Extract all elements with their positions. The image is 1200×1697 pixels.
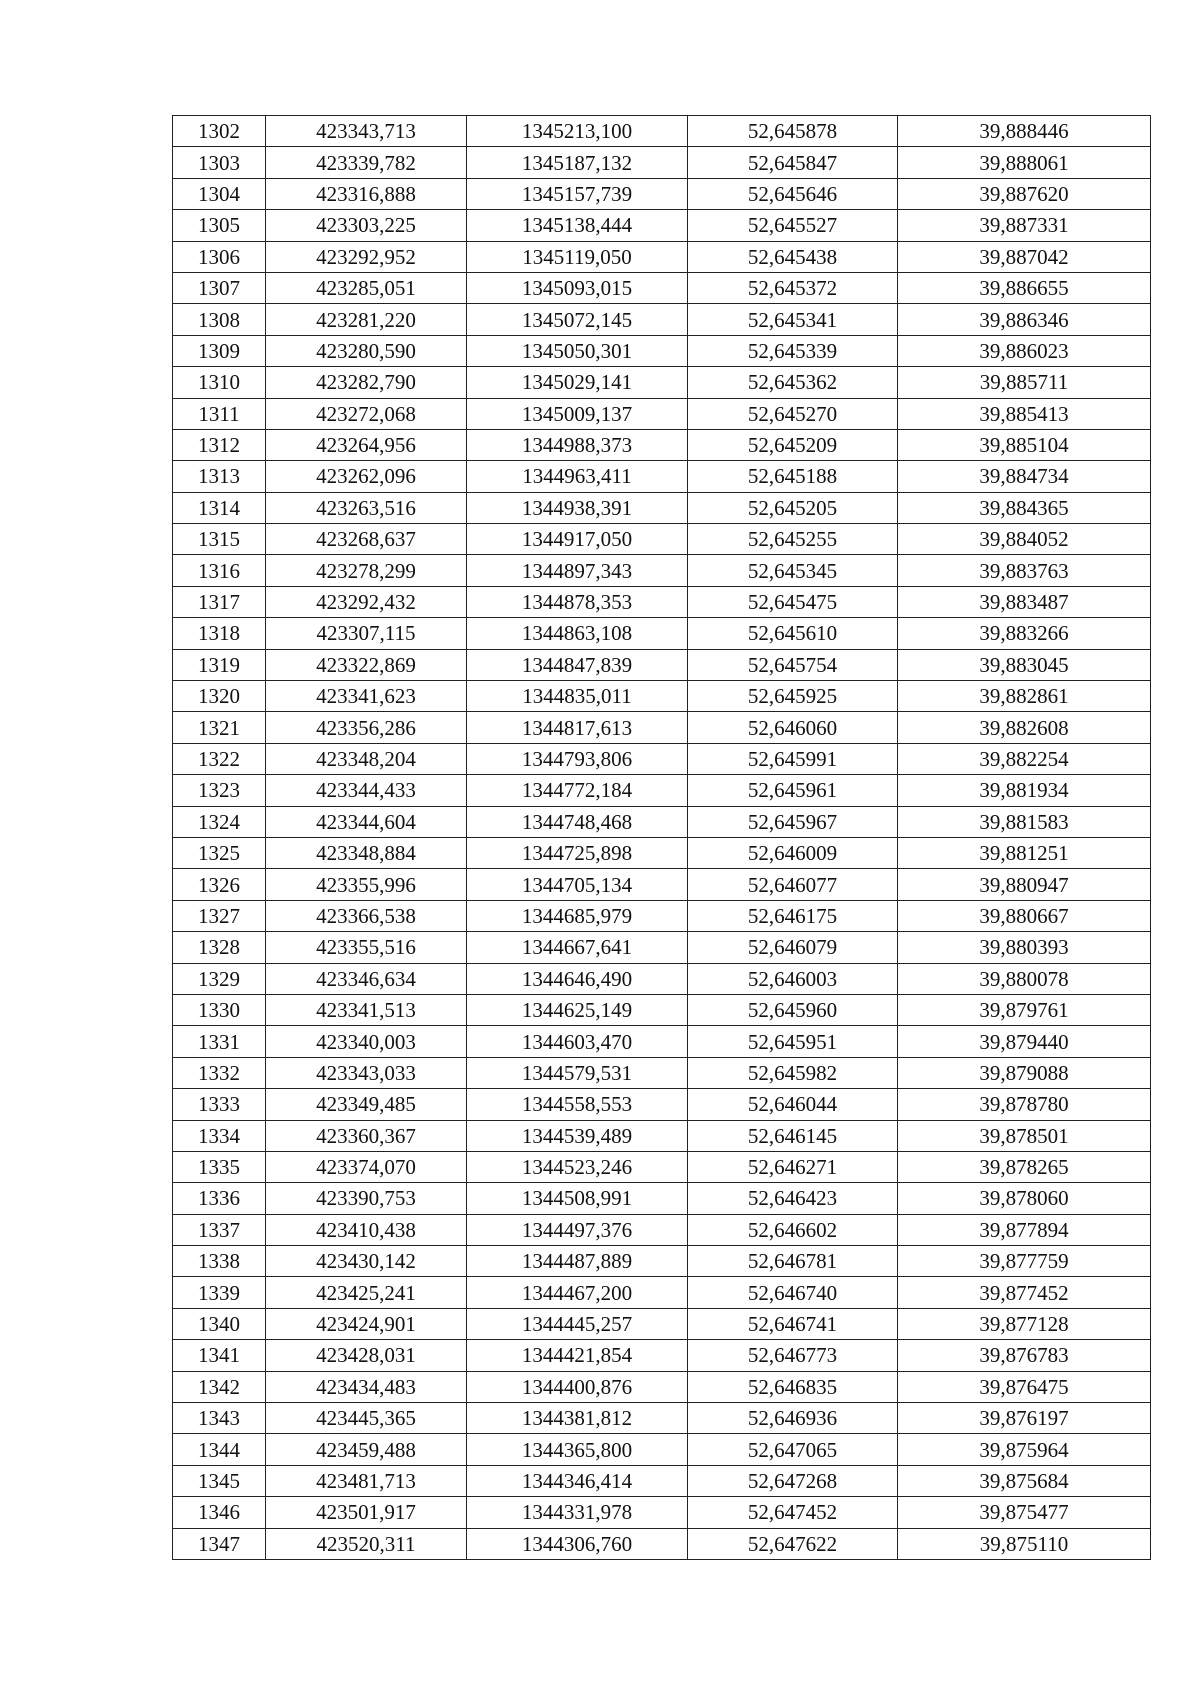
latitude-cell: 52,645925 (688, 681, 898, 712)
table-row (173, 241, 1151, 272)
y-coordinate-cell: 1344835,011 (467, 681, 688, 712)
y-coordinate-cell: 1344508,991 (467, 1183, 688, 1214)
latitude-cell: 52,645754 (688, 649, 898, 680)
point-number-cell: 1307 (173, 272, 266, 303)
point-number-cell: 1334 (173, 1120, 266, 1151)
table-row (173, 1089, 1151, 1120)
y-coordinate-cell: 1345009,137 (467, 398, 688, 429)
x-coordinate-cell: 423341,623 (266, 681, 467, 712)
latitude-cell: 52,646740 (688, 1277, 898, 1308)
latitude-cell: 52,645341 (688, 304, 898, 335)
y-coordinate-cell: 1344878,353 (467, 586, 688, 617)
latitude-cell: 52,646003 (688, 963, 898, 994)
y-coordinate-cell: 1344539,489 (467, 1120, 688, 1151)
table-row (173, 743, 1151, 774)
latitude-cell: 52,646175 (688, 900, 898, 931)
table-row (173, 1528, 1151, 1559)
x-coordinate-cell: 423340,003 (266, 1026, 467, 1057)
point-number-cell: 1347 (173, 1528, 266, 1559)
table-row (173, 210, 1151, 241)
x-coordinate-cell: 423360,367 (266, 1120, 467, 1151)
longitude-cell: 39,875964 (898, 1434, 1151, 1465)
longitude-cell: 39,880078 (898, 963, 1151, 994)
point-number-cell: 1343 (173, 1403, 266, 1434)
point-number-cell: 1338 (173, 1246, 266, 1277)
x-coordinate-cell: 423281,220 (266, 304, 467, 335)
x-coordinate-cell: 423410,438 (266, 1214, 467, 1245)
y-coordinate-cell: 1345157,739 (467, 178, 688, 209)
point-number-cell: 1313 (173, 461, 266, 492)
x-coordinate-cell: 423430,142 (266, 1246, 467, 1277)
table-row (173, 367, 1151, 398)
longitude-cell: 39,879088 (898, 1057, 1151, 1088)
longitude-cell: 39,877759 (898, 1246, 1151, 1277)
point-number-cell: 1311 (173, 398, 266, 429)
point-number-cell: 1344 (173, 1434, 266, 1465)
point-number-cell: 1326 (173, 869, 266, 900)
x-coordinate-cell: 423341,513 (266, 994, 467, 1025)
latitude-cell: 52,646602 (688, 1214, 898, 1245)
x-coordinate-cell: 423390,753 (266, 1183, 467, 1214)
table-row (173, 1497, 1151, 1528)
longitude-cell: 39,875684 (898, 1465, 1151, 1496)
point-number-cell: 1318 (173, 618, 266, 649)
y-coordinate-cell: 1344793,806 (467, 743, 688, 774)
latitude-cell: 52,647065 (688, 1434, 898, 1465)
point-number-cell: 1317 (173, 586, 266, 617)
longitude-cell: 39,878060 (898, 1183, 1151, 1214)
table-row (173, 492, 1151, 523)
point-number-cell: 1320 (173, 681, 266, 712)
latitude-cell: 52,646271 (688, 1151, 898, 1182)
latitude-cell: 52,646060 (688, 712, 898, 743)
x-coordinate-cell: 423501,917 (266, 1497, 467, 1528)
y-coordinate-cell: 1344558,553 (467, 1089, 688, 1120)
y-coordinate-cell: 1344963,411 (467, 461, 688, 492)
point-number-cell: 1339 (173, 1277, 266, 1308)
longitude-cell: 39,877128 (898, 1308, 1151, 1339)
latitude-cell: 52,647452 (688, 1497, 898, 1528)
x-coordinate-cell: 423459,488 (266, 1434, 467, 1465)
table-row (173, 586, 1151, 617)
x-coordinate-cell: 423425,241 (266, 1277, 467, 1308)
y-coordinate-cell: 1344625,149 (467, 994, 688, 1025)
table-row (173, 900, 1151, 931)
y-coordinate-cell: 1344523,246 (467, 1151, 688, 1182)
x-coordinate-cell: 423355,996 (266, 869, 467, 900)
table-row (173, 555, 1151, 586)
table-row (173, 712, 1151, 743)
table-row (173, 1340, 1151, 1371)
point-number-cell: 1328 (173, 932, 266, 963)
latitude-cell: 52,646145 (688, 1120, 898, 1151)
longitude-cell: 39,885104 (898, 429, 1151, 460)
x-coordinate-cell: 423445,365 (266, 1403, 467, 1434)
point-number-cell: 1340 (173, 1308, 266, 1339)
x-coordinate-cell: 423292,432 (266, 586, 467, 617)
y-coordinate-cell: 1344847,839 (467, 649, 688, 680)
table-row (173, 775, 1151, 806)
latitude-cell: 52,645362 (688, 367, 898, 398)
point-number-cell: 1322 (173, 743, 266, 774)
y-coordinate-cell: 1344705,134 (467, 869, 688, 900)
longitude-cell: 39,877452 (898, 1277, 1151, 1308)
latitude-cell: 52,647268 (688, 1465, 898, 1496)
x-coordinate-cell: 423316,888 (266, 178, 467, 209)
latitude-cell: 52,646741 (688, 1308, 898, 1339)
x-coordinate-cell: 423343,713 (266, 116, 467, 147)
longitude-cell: 39,884365 (898, 492, 1151, 523)
longitude-cell: 39,883763 (898, 555, 1151, 586)
x-coordinate-cell: 423355,516 (266, 932, 467, 963)
longitude-cell: 39,875110 (898, 1528, 1151, 1559)
x-coordinate-cell: 423366,538 (266, 900, 467, 931)
y-coordinate-cell: 1344817,613 (467, 712, 688, 743)
latitude-cell: 52,645205 (688, 492, 898, 523)
longitude-cell: 39,878780 (898, 1089, 1151, 1120)
x-coordinate-cell: 423285,051 (266, 272, 467, 303)
longitude-cell: 39,879440 (898, 1026, 1151, 1057)
table-row (173, 1183, 1151, 1214)
table-row (173, 1403, 1151, 1434)
y-coordinate-cell: 1344381,812 (467, 1403, 688, 1434)
point-number-cell: 1302 (173, 116, 266, 147)
x-coordinate-cell: 423339,782 (266, 147, 467, 178)
table-row (173, 649, 1151, 680)
x-coordinate-cell: 423348,204 (266, 743, 467, 774)
longitude-cell: 39,877894 (898, 1214, 1151, 1245)
point-number-cell: 1330 (173, 994, 266, 1025)
table-row (173, 963, 1151, 994)
latitude-cell: 52,647622 (688, 1528, 898, 1559)
longitude-cell: 39,887620 (898, 178, 1151, 209)
point-number-cell: 1312 (173, 429, 266, 460)
x-coordinate-cell: 423356,286 (266, 712, 467, 743)
table-row (173, 994, 1151, 1025)
point-number-cell: 1316 (173, 555, 266, 586)
point-number-cell: 1336 (173, 1183, 266, 1214)
longitude-cell: 39,880667 (898, 900, 1151, 931)
latitude-cell: 52,645610 (688, 618, 898, 649)
x-coordinate-cell: 423278,299 (266, 555, 467, 586)
y-coordinate-cell: 1344725,898 (467, 837, 688, 868)
y-coordinate-cell: 1344685,979 (467, 900, 688, 931)
longitude-cell: 39,883266 (898, 618, 1151, 649)
table-row (173, 116, 1151, 147)
point-number-cell: 1324 (173, 806, 266, 837)
longitude-cell: 39,878265 (898, 1151, 1151, 1182)
latitude-cell: 52,645438 (688, 241, 898, 272)
longitude-cell: 39,883045 (898, 649, 1151, 680)
point-number-cell: 1305 (173, 210, 266, 241)
point-number-cell: 1315 (173, 524, 266, 555)
y-coordinate-cell: 1344487,889 (467, 1246, 688, 1277)
longitude-cell: 39,876197 (898, 1403, 1151, 1434)
table-row (173, 681, 1151, 712)
latitude-cell: 52,645960 (688, 994, 898, 1025)
longitude-cell: 39,886023 (898, 335, 1151, 366)
coordinates-table-body (173, 116, 1151, 1560)
latitude-cell: 52,645961 (688, 775, 898, 806)
y-coordinate-cell: 1344497,376 (467, 1214, 688, 1245)
latitude-cell: 52,646079 (688, 932, 898, 963)
x-coordinate-cell: 423349,485 (266, 1089, 467, 1120)
y-coordinate-cell: 1344603,470 (467, 1026, 688, 1057)
y-coordinate-cell: 1345213,100 (467, 116, 688, 147)
y-coordinate-cell: 1344748,468 (467, 806, 688, 837)
y-coordinate-cell: 1345050,301 (467, 335, 688, 366)
table-row (173, 1277, 1151, 1308)
point-number-cell: 1308 (173, 304, 266, 335)
table-row (173, 1026, 1151, 1057)
table-row (173, 304, 1151, 335)
point-number-cell: 1325 (173, 837, 266, 868)
latitude-cell: 52,645878 (688, 116, 898, 147)
latitude-cell: 52,646009 (688, 837, 898, 868)
table-row (173, 272, 1151, 303)
point-number-cell: 1331 (173, 1026, 266, 1057)
point-number-cell: 1341 (173, 1340, 266, 1371)
point-number-cell: 1346 (173, 1497, 266, 1528)
longitude-cell: 39,883487 (898, 586, 1151, 617)
x-coordinate-cell: 423346,634 (266, 963, 467, 994)
longitude-cell: 39,884052 (898, 524, 1151, 555)
x-coordinate-cell: 423343,033 (266, 1057, 467, 1088)
latitude-cell: 52,645847 (688, 147, 898, 178)
latitude-cell: 52,645967 (688, 806, 898, 837)
point-number-cell: 1345 (173, 1465, 266, 1496)
latitude-cell: 52,646423 (688, 1183, 898, 1214)
latitude-cell: 52,645255 (688, 524, 898, 555)
table-row (173, 178, 1151, 209)
point-number-cell: 1329 (173, 963, 266, 994)
latitude-cell: 52,645372 (688, 272, 898, 303)
y-coordinate-cell: 1344306,760 (467, 1528, 688, 1559)
x-coordinate-cell: 423303,225 (266, 210, 467, 241)
latitude-cell: 52,645339 (688, 335, 898, 366)
latitude-cell: 52,646781 (688, 1246, 898, 1277)
table-row (173, 461, 1151, 492)
point-number-cell: 1333 (173, 1089, 266, 1120)
longitude-cell: 39,885711 (898, 367, 1151, 398)
latitude-cell: 52,645951 (688, 1026, 898, 1057)
longitude-cell: 39,876475 (898, 1371, 1151, 1402)
latitude-cell: 52,646773 (688, 1340, 898, 1371)
longitude-cell: 39,885413 (898, 398, 1151, 429)
y-coordinate-cell: 1344445,257 (467, 1308, 688, 1339)
y-coordinate-cell: 1344938,391 (467, 492, 688, 523)
point-number-cell: 1335 (173, 1151, 266, 1182)
y-coordinate-cell: 1344421,854 (467, 1340, 688, 1371)
x-coordinate-cell: 423262,096 (266, 461, 467, 492)
table-row (173, 932, 1151, 963)
table-row (173, 335, 1151, 366)
table-row (173, 869, 1151, 900)
longitude-cell: 39,880947 (898, 869, 1151, 900)
table-row (173, 1057, 1151, 1088)
y-coordinate-cell: 1345138,444 (467, 210, 688, 241)
table-row (173, 147, 1151, 178)
longitude-cell: 39,881251 (898, 837, 1151, 868)
latitude-cell: 52,645982 (688, 1057, 898, 1088)
point-number-cell: 1310 (173, 367, 266, 398)
longitude-cell: 39,886346 (898, 304, 1151, 335)
latitude-cell: 52,645188 (688, 461, 898, 492)
longitude-cell: 39,888446 (898, 116, 1151, 147)
y-coordinate-cell: 1345072,145 (467, 304, 688, 335)
point-number-cell: 1337 (173, 1214, 266, 1245)
table-row (173, 837, 1151, 868)
x-coordinate-cell: 423292,952 (266, 241, 467, 272)
longitude-cell: 39,875477 (898, 1497, 1151, 1528)
x-coordinate-cell: 423263,516 (266, 492, 467, 523)
table-row (173, 618, 1151, 649)
x-coordinate-cell: 423344,604 (266, 806, 467, 837)
y-coordinate-cell: 1344988,373 (467, 429, 688, 460)
y-coordinate-cell: 1344917,050 (467, 524, 688, 555)
longitude-cell: 39,881934 (898, 775, 1151, 806)
x-coordinate-cell: 423428,031 (266, 1340, 467, 1371)
point-number-cell: 1319 (173, 649, 266, 680)
longitude-cell: 39,882861 (898, 681, 1151, 712)
table-row (173, 1465, 1151, 1496)
longitude-cell: 39,880393 (898, 932, 1151, 963)
y-coordinate-cell: 1344863,108 (467, 618, 688, 649)
latitude-cell: 52,645527 (688, 210, 898, 241)
point-number-cell: 1332 (173, 1057, 266, 1088)
latitude-cell: 52,645270 (688, 398, 898, 429)
point-number-cell: 1321 (173, 712, 266, 743)
x-coordinate-cell: 423424,901 (266, 1308, 467, 1339)
table-row (173, 1434, 1151, 1465)
x-coordinate-cell: 423348,884 (266, 837, 467, 868)
point-number-cell: 1314 (173, 492, 266, 523)
y-coordinate-cell: 1344667,641 (467, 932, 688, 963)
x-coordinate-cell: 423520,311 (266, 1528, 467, 1559)
table-row (173, 1151, 1151, 1182)
latitude-cell: 52,646835 (688, 1371, 898, 1402)
table-row (173, 524, 1151, 555)
y-coordinate-cell: 1344346,414 (467, 1465, 688, 1496)
table-row (173, 398, 1151, 429)
table-row (173, 1246, 1151, 1277)
table-row (173, 1120, 1151, 1151)
point-number-cell: 1327 (173, 900, 266, 931)
y-coordinate-cell: 1344772,184 (467, 775, 688, 806)
latitude-cell: 52,645991 (688, 743, 898, 774)
y-coordinate-cell: 1344646,490 (467, 963, 688, 994)
y-coordinate-cell: 1344579,531 (467, 1057, 688, 1088)
y-coordinate-cell: 1344331,978 (467, 1497, 688, 1528)
latitude-cell: 52,645345 (688, 555, 898, 586)
longitude-cell: 39,876783 (898, 1340, 1151, 1371)
longitude-cell: 39,886655 (898, 272, 1151, 303)
x-coordinate-cell: 423282,790 (266, 367, 467, 398)
latitude-cell: 52,645646 (688, 178, 898, 209)
y-coordinate-cell: 1344365,800 (467, 1434, 688, 1465)
x-coordinate-cell: 423268,637 (266, 524, 467, 555)
x-coordinate-cell: 423264,956 (266, 429, 467, 460)
point-number-cell: 1304 (173, 178, 266, 209)
point-number-cell: 1342 (173, 1371, 266, 1402)
table-row (173, 429, 1151, 460)
x-coordinate-cell: 423374,070 (266, 1151, 467, 1182)
longitude-cell: 39,881583 (898, 806, 1151, 837)
point-number-cell: 1303 (173, 147, 266, 178)
latitude-cell: 52,645475 (688, 586, 898, 617)
longitude-cell: 39,888061 (898, 147, 1151, 178)
y-coordinate-cell: 1344897,343 (467, 555, 688, 586)
longitude-cell: 39,887331 (898, 210, 1151, 241)
latitude-cell: 52,646077 (688, 869, 898, 900)
latitude-cell: 52,646044 (688, 1089, 898, 1120)
y-coordinate-cell: 1344467,200 (467, 1277, 688, 1308)
x-coordinate-cell: 423481,713 (266, 1465, 467, 1496)
longitude-cell: 39,882254 (898, 743, 1151, 774)
latitude-cell: 52,645209 (688, 429, 898, 460)
longitude-cell: 39,879761 (898, 994, 1151, 1025)
table-row (173, 806, 1151, 837)
point-number-cell: 1323 (173, 775, 266, 806)
table-row (173, 1308, 1151, 1339)
latitude-cell: 52,646936 (688, 1403, 898, 1434)
longitude-cell: 39,878501 (898, 1120, 1151, 1151)
y-coordinate-cell: 1345187,132 (467, 147, 688, 178)
longitude-cell: 39,887042 (898, 241, 1151, 272)
longitude-cell: 39,884734 (898, 461, 1151, 492)
x-coordinate-cell: 423322,869 (266, 649, 467, 680)
coordinates-table (172, 115, 1151, 1560)
table-row (173, 1371, 1151, 1402)
x-coordinate-cell: 423272,068 (266, 398, 467, 429)
x-coordinate-cell: 423307,115 (266, 618, 467, 649)
table-row (173, 1214, 1151, 1245)
point-number-cell: 1309 (173, 335, 266, 366)
y-coordinate-cell: 1345029,141 (467, 367, 688, 398)
y-coordinate-cell: 1345119,050 (467, 241, 688, 272)
y-coordinate-cell: 1345093,015 (467, 272, 688, 303)
point-number-cell: 1306 (173, 241, 266, 272)
x-coordinate-cell: 423434,483 (266, 1371, 467, 1402)
x-coordinate-cell: 423280,590 (266, 335, 467, 366)
y-coordinate-cell: 1344400,876 (467, 1371, 688, 1402)
longitude-cell: 39,882608 (898, 712, 1151, 743)
x-coordinate-cell: 423344,433 (266, 775, 467, 806)
